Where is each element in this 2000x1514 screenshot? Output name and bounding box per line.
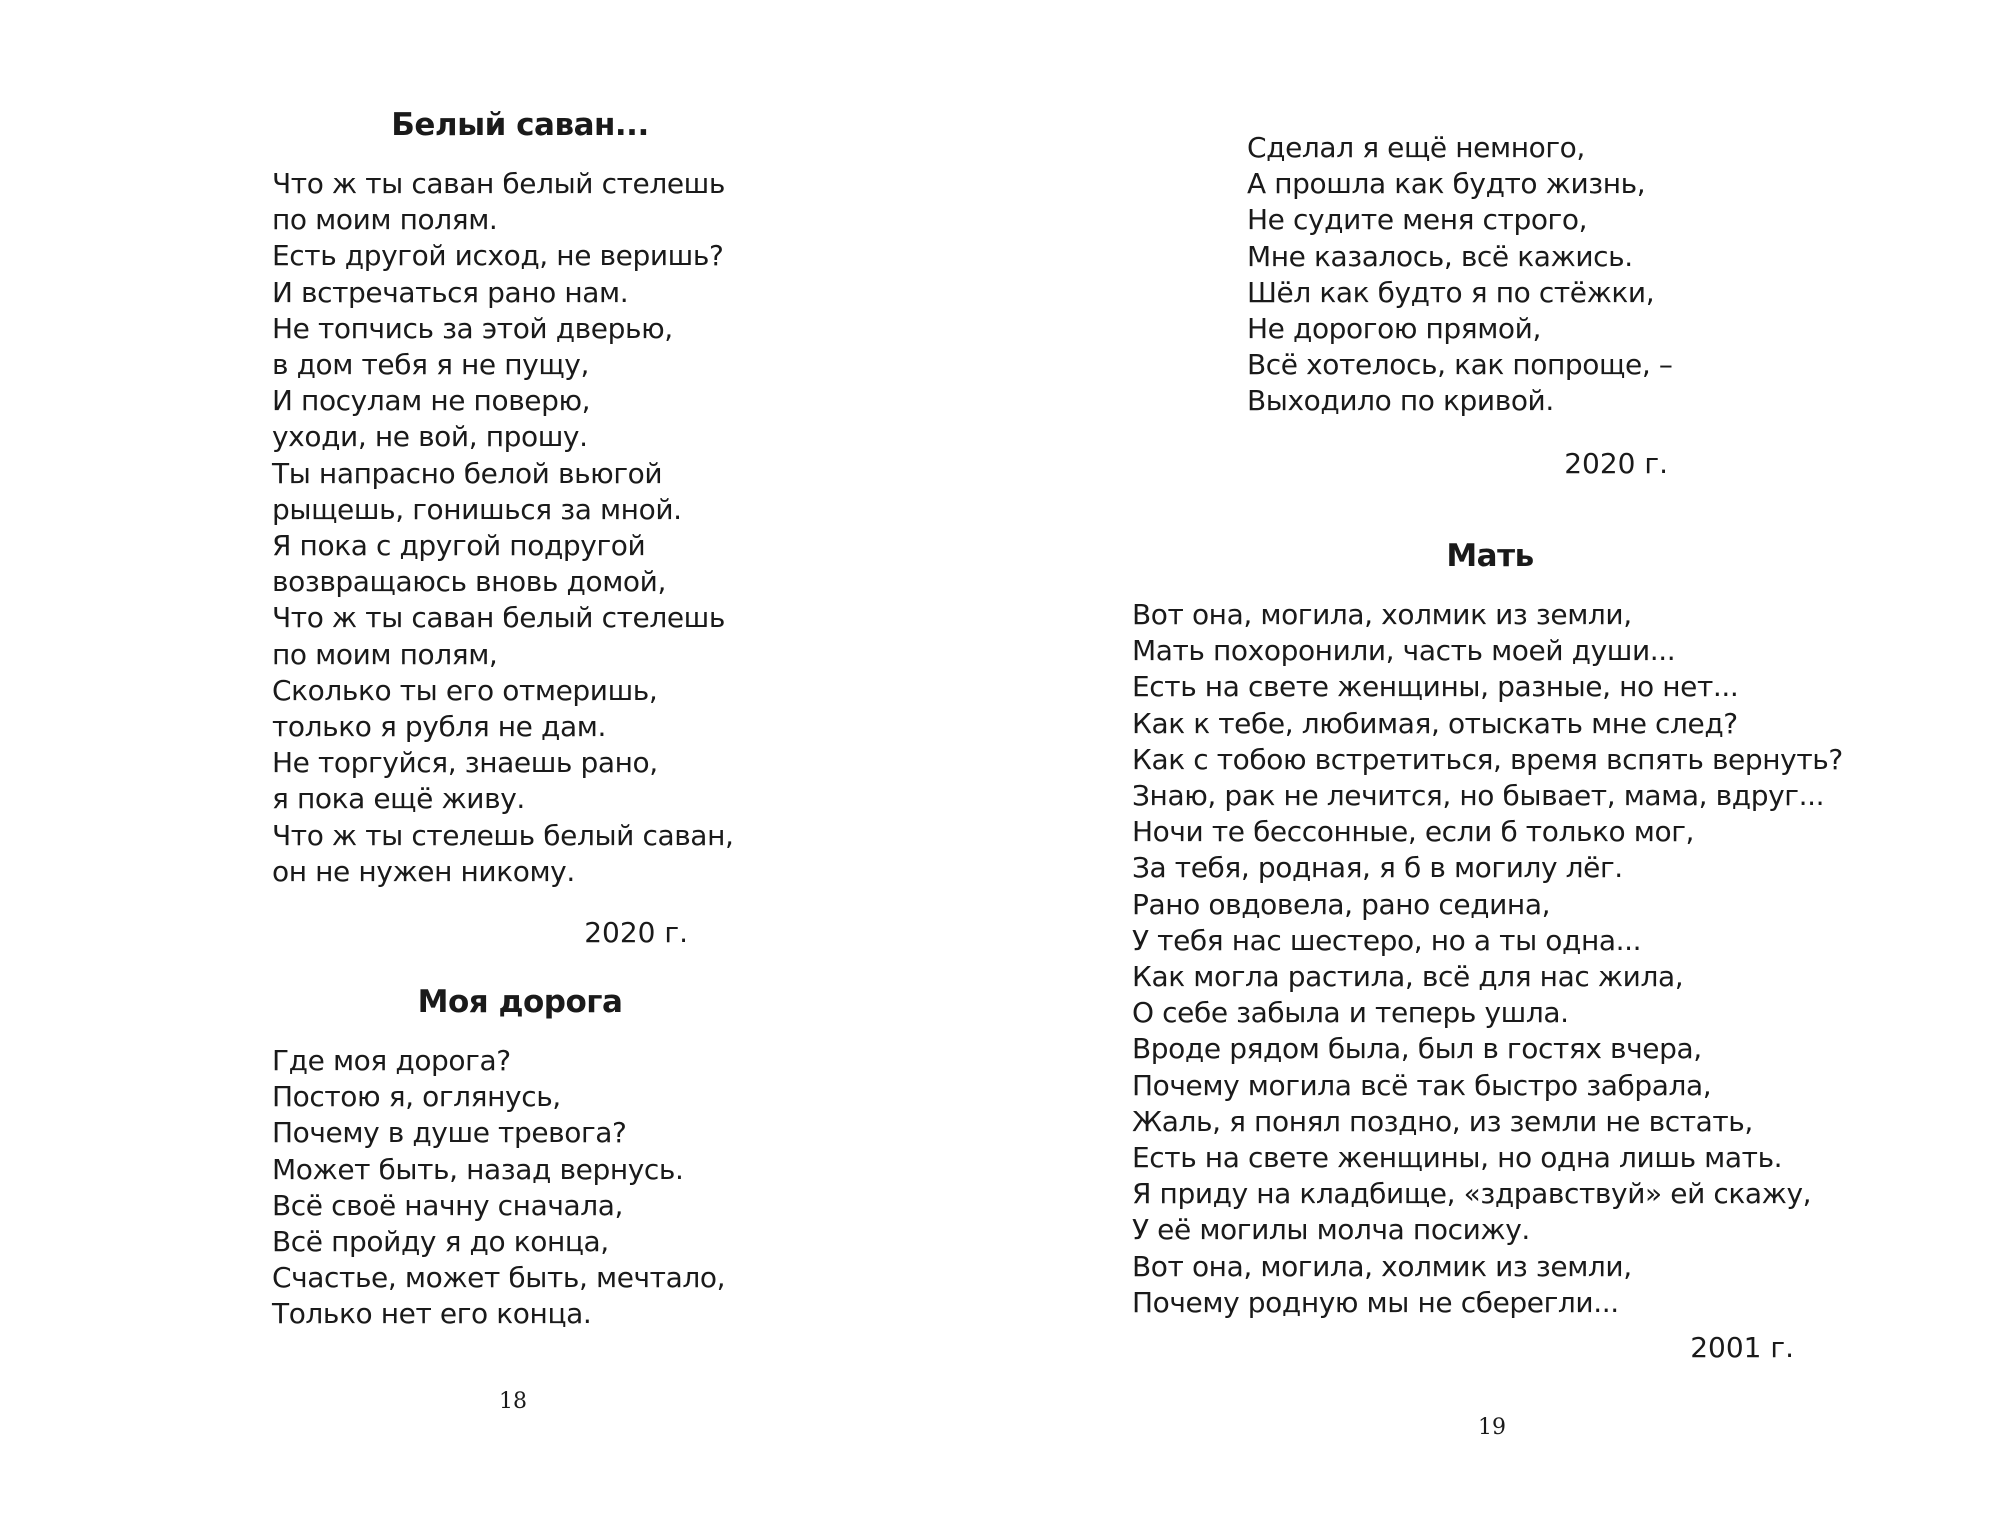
poem1-line-1: Что ж ты саван белый стелешь bbox=[272, 167, 725, 200]
page-number-left: 18 bbox=[499, 1389, 527, 1414]
poem3-line-5: Как с тобою встретиться, время вспять вернуть? bbox=[1132, 742, 1843, 776]
poem-stanza-belyi-savan bbox=[272, 166, 733, 890]
poem3-line-7: Ночи те бессонные, если б только мог, bbox=[1132, 815, 1695, 849]
poem1-line-12: возвращаюсь вновь домой, bbox=[272, 565, 666, 599]
poem3-line-13: Вроде рядом была, был в гостях вчера, bbox=[1132, 1032, 1702, 1066]
poem3-line-17: Я приду на кладбище, «здравствуй» ей скажу, bbox=[1132, 1177, 1812, 1211]
poem1-line-5: Не топчись за этой дверью, bbox=[272, 311, 673, 345]
poem1-line-20: он не нужен никому. bbox=[272, 854, 575, 888]
poem1-line-10: рыщешь, гонишься за мной. bbox=[272, 492, 682, 526]
poem-date-belyi-savan: 2020 г. bbox=[584, 916, 688, 949]
poem1-line-13: Что ж ты саван белый стелешь bbox=[272, 601, 725, 635]
poem1-line-4: И встречаться рано нам. bbox=[272, 275, 629, 309]
continuation-line-5: Шёл как будто я по стёжки, bbox=[1247, 275, 1655, 309]
poem1-line-18: я пока ещё живу. bbox=[272, 782, 525, 816]
poem3-line-1: Вот она, могила, холмик из земли, bbox=[1132, 598, 1632, 631]
poem-stanza-continuation bbox=[1247, 130, 1672, 420]
poem3-line-2: Мать похоронили, часть моей души... bbox=[1132, 634, 1676, 668]
poem2-line-2: Постою я, оглянусь, bbox=[272, 1080, 561, 1114]
poem3-line-14: Почему могила всё так быстро забрала, bbox=[1132, 1068, 1712, 1102]
poem3-line-3: Есть на свете женщины, разные, но нет... bbox=[1132, 670, 1739, 704]
poem-stanza-mat bbox=[1132, 597, 1843, 1321]
poem1-line-16: только я рубля не дам. bbox=[272, 710, 606, 744]
poem1-line-2: по моим полям. bbox=[272, 203, 498, 237]
continuation-line-3: Не судите меня строго, bbox=[1247, 203, 1588, 237]
poem1-line-9: Ты напрасно белой вьюгой bbox=[272, 456, 663, 490]
poem-date-continuation: 2020 г. bbox=[1564, 447, 1668, 480]
poem3-line-12: О себе забыла и теперь ушла. bbox=[1132, 996, 1569, 1030]
poem3-line-18: У её могилы молча посижу. bbox=[1132, 1213, 1530, 1247]
poem1-line-15: Сколько ты его отмеришь, bbox=[272, 673, 658, 707]
poem3-line-15: Жаль, я понял поздно, из земли не встать, bbox=[1132, 1104, 1753, 1138]
poem3-line-8: За тебя, родная, я б в могилу лёг. bbox=[1132, 851, 1623, 885]
continuation-line-1: Сделал я ещё немного, bbox=[1247, 131, 1585, 164]
right-page bbox=[1000, 0, 2000, 1514]
poem3-line-16: Есть на свете женщины, но одна лишь мать. bbox=[1132, 1141, 1783, 1175]
poem1-line-3: Есть другой исход, не веришь? bbox=[272, 239, 724, 273]
poem1-line-6: в дом тебя я не пущу, bbox=[272, 348, 589, 382]
poem-title-moya-doroga: Моя дорога bbox=[417, 984, 623, 1020]
poem1-line-14: по моим полям, bbox=[272, 637, 498, 671]
poem1-line-8: уходи, не вой, прошу. bbox=[272, 420, 588, 454]
poem1-line-17: Не торгуйся, знаешь рано, bbox=[272, 746, 658, 780]
poem3-line-10: У тебя нас шестеро, но а ты одна... bbox=[1132, 923, 1642, 957]
poem3-line-4: Как к тебе, любимая, отыскать мне след? bbox=[1132, 706, 1738, 740]
poem2-line-1: Где моя дорога? bbox=[272, 1044, 511, 1077]
poem3-line-9: Рано овдовела, рано седина, bbox=[1132, 887, 1551, 921]
poem2-line-5: Всё своё начну сначала, bbox=[272, 1188, 623, 1222]
poem2-line-4: Может быть, назад вернусь. bbox=[272, 1152, 684, 1186]
poem3-line-20: Почему родную мы не сберегли... bbox=[1132, 1285, 1619, 1319]
poem-title-mat: Мать bbox=[1446, 538, 1534, 574]
poem2-line-8: Только нет его конца. bbox=[272, 1297, 592, 1331]
poem1-line-7: И посулам не поверю, bbox=[272, 384, 591, 418]
poem-stanza-moya-doroga bbox=[272, 1043, 725, 1333]
continuation-line-7: Всё хотелось, как попроще, – bbox=[1247, 348, 1673, 382]
poem3-line-11: Как могла растила, всё для нас жила, bbox=[1132, 960, 1684, 994]
poem-date-mat: 2001 г. bbox=[1690, 1331, 1794, 1364]
poem1-line-19: Что ж ты стелешь белый саван, bbox=[272, 818, 734, 852]
poem3-line-19: Вот она, могила, холмик из земли, bbox=[1132, 1249, 1632, 1283]
poem3-line-6: Знаю, рак не лечится, но бывает, мама, вдруг... bbox=[1132, 779, 1825, 813]
continuation-line-2: А прошла как будто жизнь, bbox=[1247, 167, 1646, 201]
poem2-line-6: Всё пройду я до конца, bbox=[272, 1225, 609, 1259]
poem2-line-3: Почему в душе тревога? bbox=[272, 1116, 627, 1150]
continuation-line-6: Не дорогою прямой, bbox=[1247, 312, 1541, 346]
continuation-line-8: Выходило по кривой. bbox=[1247, 384, 1554, 418]
poem-title-belyi-savan: Белый саван... bbox=[391, 107, 649, 143]
poem2-line-7: Счастье, может быть, мечтало, bbox=[272, 1261, 726, 1295]
page-number-right: 19 bbox=[1478, 1415, 1506, 1440]
poem1-line-11: Я пока с другой подругой bbox=[272, 529, 646, 563]
continuation-line-4: Мне казалось, всё кажись. bbox=[1247, 239, 1633, 273]
